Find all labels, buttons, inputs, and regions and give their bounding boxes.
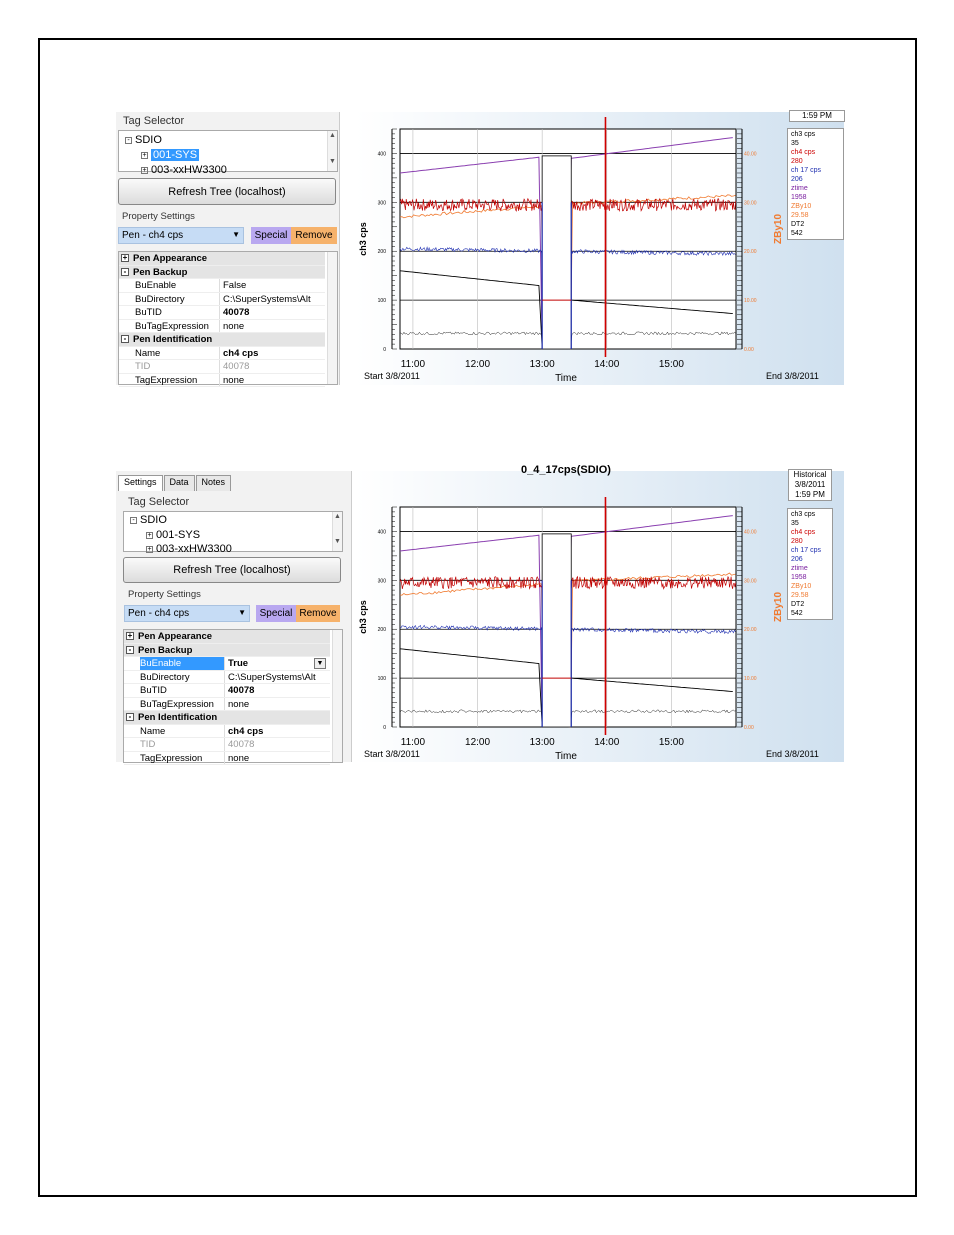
legend-entry: ch4 cps (791, 529, 816, 536)
tag-selector-label: Tag Selector (123, 115, 185, 127)
property-key: Pen Identification (138, 712, 218, 723)
x-axis-label: Time (555, 373, 577, 384)
property-row[interactable] (124, 725, 330, 739)
tree-node-003[interactable]: + 003-xxHW3300 (147, 543, 232, 555)
historical-readout-line: Historical (793, 470, 827, 479)
property-category[interactable] (124, 644, 330, 658)
property-key: BuTagExpression (140, 698, 214, 710)
property-row[interactable] (124, 738, 330, 752)
property-settings-label: Property Settings (128, 589, 201, 600)
x-tick-label: 13:00 (529, 737, 555, 748)
y-tick-label: 400 (377, 529, 386, 536)
legend-entry: 206 (791, 556, 803, 563)
property-key: Pen Backup (133, 266, 188, 278)
property-grid[interactable] (118, 251, 338, 385)
property-value[interactable]: True (228, 658, 249, 669)
chart-legend (787, 508, 833, 620)
remove-button[interactable]: Remove (291, 227, 337, 244)
special-button[interactable]: Special (256, 605, 296, 622)
expand-icon[interactable]: + (142, 166, 147, 174)
property-row[interactable] (124, 671, 330, 685)
property-key: TagExpression (135, 374, 198, 386)
expand-icon[interactable]: + (122, 253, 128, 262)
property-divider (219, 279, 220, 292)
y-tick-label: 0 (383, 725, 386, 731)
historical-readout-line: 3/8/2011 (794, 480, 826, 489)
scroll-down-icon[interactable]: ▼ (334, 538, 341, 545)
property-value[interactable]: 40078 (223, 361, 250, 372)
y-axis-label: ch3 cps (358, 222, 368, 256)
property-row[interactable] (124, 657, 330, 671)
property-value[interactable]: none (228, 698, 250, 710)
dropdown-arrow-icon[interactable]: ▼ (314, 658, 326, 669)
property-row[interactable] (119, 293, 325, 307)
expand-icon[interactable]: + (147, 531, 152, 539)
x-tick-label: 14:00 (594, 359, 620, 370)
property-divider (224, 698, 225, 711)
legend-entry: ZBy10 (791, 203, 812, 210)
property-key: BuDirectory (140, 671, 190, 683)
tree-scrollbar[interactable] (332, 512, 342, 551)
tree-node-001-sys[interactable]: + 001-SYS (147, 529, 201, 541)
property-divider (219, 347, 220, 360)
property-category[interactable] (124, 630, 330, 644)
tab-settings[interactable]: Settings (118, 475, 163, 491)
legend-entry: 1958 (791, 574, 807, 581)
legend-entry: 542 (791, 610, 803, 617)
property-key: BuTID (140, 685, 167, 696)
property-key: TagExpression (140, 752, 203, 764)
property-row[interactable] (124, 752, 330, 766)
property-divider (219, 306, 220, 319)
property-divider (224, 671, 225, 684)
time-readout: 1:59 PM (789, 110, 845, 122)
y2-tick-label: 0.00 (744, 725, 754, 731)
y-axis-label: ch3 cps (358, 600, 368, 634)
property-value[interactable]: none (223, 320, 245, 332)
trend-chart-svg (356, 464, 844, 762)
property-category[interactable] (119, 266, 325, 280)
legend-entry: ztime (791, 185, 808, 192)
legend-entry: 1958 (791, 194, 807, 201)
legend-entry: DT2 (791, 221, 805, 228)
property-row[interactable] (124, 698, 330, 712)
property-key: BuEnable (135, 280, 177, 291)
collapse-icon[interactable]: - (126, 646, 134, 654)
legend-entry: ztime (791, 565, 808, 572)
y-tick-label: 200 (377, 249, 386, 256)
screenshot-1 (116, 112, 844, 385)
pen-select[interactable]: Pen - ch4 cps ▼ (118, 227, 244, 244)
property-grid[interactable] (123, 629, 343, 763)
property-row[interactable] (119, 347, 325, 361)
data-gap (542, 156, 571, 349)
x-tick-label: 12:00 (465, 359, 491, 370)
property-key: BuEnable (140, 657, 224, 670)
x-tick-label: 13:00 (529, 359, 555, 370)
legend-entry: ch3 cps (791, 131, 816, 138)
tag-tree[interactable] (118, 130, 338, 176)
property-key: Pen Appearance (133, 253, 208, 264)
start-date-label: Start 3/8/2011 (364, 371, 420, 381)
property-key: Name (140, 725, 166, 737)
legend-entry: 35 (791, 520, 799, 527)
collapse-icon[interactable]: - (121, 268, 129, 276)
y-tick-label: 300 (377, 578, 386, 585)
x-tick-label: 12:00 (465, 737, 491, 748)
property-key: BuTID (135, 307, 162, 318)
property-key: Pen Appearance (138, 631, 213, 642)
collapse-icon[interactable]: - (130, 517, 137, 524)
collapse-icon[interactable]: - (125, 137, 132, 144)
tab-notes[interactable]: Notes (196, 475, 232, 491)
property-value[interactable]: C:\SuperSystems\Alt (223, 293, 311, 305)
legend-entry: 280 (791, 158, 803, 165)
y2-tick-label: 30.00 (744, 578, 757, 585)
property-divider (224, 752, 225, 765)
chart-legend (787, 128, 844, 240)
y2-tick-label: 40.00 (744, 529, 757, 536)
legend-entry: 542 (791, 230, 803, 237)
scroll-up-icon[interactable]: ▲ (334, 513, 341, 520)
y-tick-label: 200 (377, 627, 386, 634)
property-row[interactable] (119, 360, 325, 374)
scroll-up-icon[interactable]: ▲ (329, 132, 336, 139)
property-value[interactable]: 40078 (228, 685, 255, 696)
remove-button[interactable]: Remove (296, 605, 340, 622)
property-key: BuDirectory (135, 293, 185, 305)
legend-entry: ZBy10 (791, 583, 812, 590)
y2-tick-label: 40.00 (744, 151, 757, 158)
data-gap (542, 534, 571, 727)
property-key: BuTagExpression (135, 320, 209, 332)
collapse-icon[interactable]: - (121, 335, 129, 343)
x-axis-label: Time (555, 751, 577, 762)
legend-entry: ch 17 cps (791, 547, 821, 554)
legend-entry: 29.58 (791, 212, 809, 219)
property-key: TID (135, 361, 151, 372)
property-value[interactable]: False (223, 280, 247, 291)
y2-axis-label: ZBy10 (773, 213, 784, 245)
y-tick-label: 300 (377, 200, 386, 207)
refresh-tree-button[interactable]: Refresh Tree (localhost) (123, 557, 341, 583)
trend-chart (356, 464, 844, 762)
x-tick-label: 11:00 (400, 359, 426, 370)
legend-entry: ch3 cps (791, 511, 816, 518)
pen-select[interactable]: Pen - ch4 cps ▼ (124, 605, 250, 622)
property-divider (224, 684, 225, 697)
property-divider (219, 374, 220, 387)
dropdown-arrow-icon[interactable]: ▼ (238, 608, 246, 617)
property-divider (219, 320, 220, 333)
dropdown-arrow-icon[interactable]: ▼ (232, 230, 240, 239)
property-value[interactable]: 40078 (223, 307, 250, 318)
y2-tick-label: 30.00 (744, 200, 757, 207)
tag-tree[interactable] (123, 511, 343, 555)
tree-node-sdio[interactable]: - SDIO (125, 134, 162, 146)
collapse-icon[interactable]: - (126, 713, 134, 721)
property-row[interactable] (124, 684, 330, 698)
end-date-label: End 3/8/2011 (766, 749, 819, 759)
property-row[interactable] (119, 320, 325, 334)
historical-readout (788, 469, 832, 501)
y2-tick-label: 20.00 (744, 627, 757, 634)
screenshot-2 (116, 464, 844, 764)
tree-node-sdio[interactable]: - SDIO (130, 514, 167, 526)
legend-entry: 206 (791, 176, 803, 183)
property-key: Pen Backup (138, 644, 193, 656)
property-value[interactable]: ch4 cps (223, 347, 259, 359)
refresh-tree-button[interactable]: Refresh Tree (localhost) (118, 178, 336, 205)
tab-strip (118, 475, 232, 491)
property-divider (224, 725, 225, 738)
expand-icon[interactable]: + (142, 151, 147, 159)
start-date-label: Start 3/8/2011 (364, 749, 420, 759)
property-category[interactable] (119, 333, 325, 347)
y2-tick-label: 20.00 (744, 249, 757, 256)
y-tick-label: 100 (377, 676, 386, 683)
tab-data[interactable]: Data (164, 475, 195, 491)
x-tick-label: 15:00 (658, 737, 684, 748)
property-value[interactable]: C:\SuperSystems\Alt (228, 671, 316, 683)
end-date-label: End 3/8/2011 (766, 371, 819, 381)
property-category[interactable] (124, 711, 330, 725)
tree-scrollbar[interactable] (327, 131, 337, 171)
property-divider (219, 360, 220, 373)
y2-tick-label: 10.00 (744, 676, 757, 683)
x-tick-label: 14:00 (594, 737, 620, 748)
tree-node-003[interactable]: + 003-xxHW3300 (142, 164, 227, 176)
x-tick-label: 11:00 (400, 737, 426, 748)
y-tick-label: 0 (383, 347, 386, 353)
y2-tick-label: 0.00 (744, 347, 754, 353)
property-value[interactable]: none (223, 374, 245, 386)
property-category[interactable] (119, 252, 325, 266)
legend-entry: DT2 (791, 601, 805, 608)
legend-entry: 29.58 (791, 592, 809, 599)
property-scrollbar[interactable] (327, 252, 337, 384)
tag-selector-label: Tag Selector (128, 496, 190, 508)
settings-panel (116, 471, 352, 762)
property-value[interactable]: ch4 cps (228, 725, 264, 737)
legend-entry: ch4 cps (791, 149, 816, 156)
y-tick-label: 100 (377, 298, 386, 305)
trend-chart-svg (356, 112, 844, 385)
property-divider (224, 657, 225, 670)
property-key: Name (135, 347, 161, 359)
trend-chart (356, 112, 844, 385)
y2-axis-label: ZBy10 (773, 591, 784, 623)
x-tick-label: 15:00 (658, 359, 684, 370)
y-tick-label: 400 (377, 151, 386, 158)
property-row[interactable] (119, 279, 325, 293)
scroll-down-icon[interactable]: ▼ (329, 158, 336, 165)
property-key: TID (140, 739, 156, 750)
property-row[interactable] (119, 306, 325, 320)
chart-title: 0_4_17cps(SDIO) (521, 464, 611, 476)
legend-entry: 280 (791, 538, 803, 545)
y2-tick-label: 10.00 (744, 298, 757, 305)
expand-icon[interactable]: + (127, 631, 133, 640)
historical-readout-line: 1:59 PM (795, 490, 825, 499)
expand-icon[interactable]: + (147, 545, 152, 553)
legend-entry: 35 (791, 140, 799, 147)
property-value[interactable]: 40078 (228, 739, 255, 750)
property-divider (224, 738, 225, 751)
property-settings-label: Property Settings (122, 211, 195, 222)
property-row[interactable] (119, 374, 325, 388)
legend-entry: ch 17 cps (791, 167, 821, 174)
tree-node-001-sys[interactable]: + 001-SYS (142, 149, 198, 161)
property-divider (219, 293, 220, 306)
property-scrollbar[interactable] (332, 630, 342, 762)
property-key: Pen Identification (133, 334, 213, 345)
property-value[interactable]: none (228, 752, 250, 764)
special-button[interactable]: Special (251, 227, 291, 244)
settings-panel (116, 112, 340, 385)
